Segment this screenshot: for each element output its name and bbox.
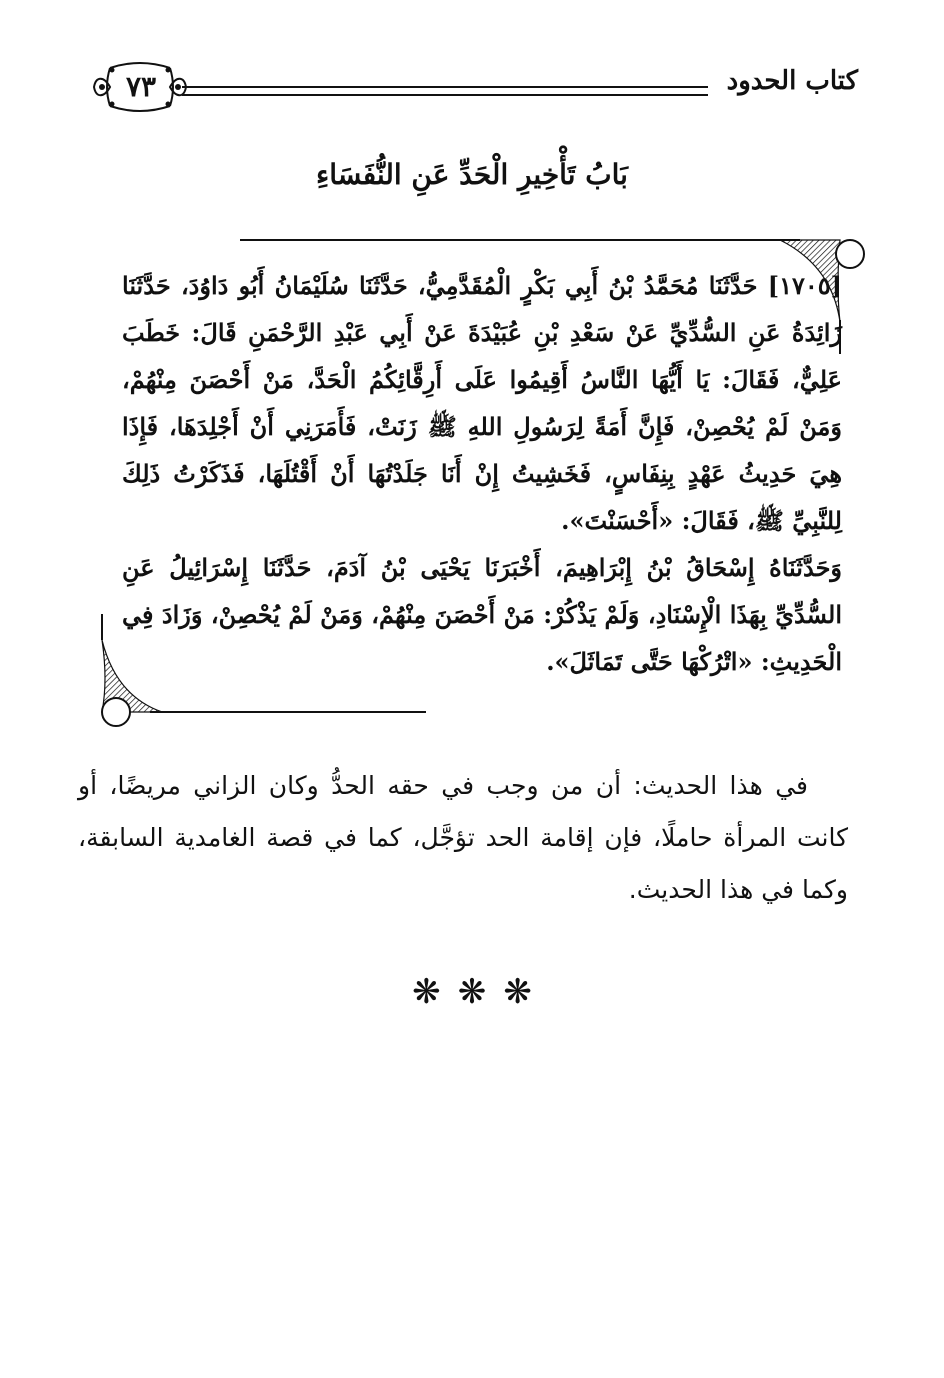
ornament-star-icon: ❋ [503,972,532,1012]
ornament-star-icon: ❋ [412,972,441,1012]
page-number: ٧٣ [125,70,157,103]
page-number-ornament [90,58,190,116]
commentary-paragraph: في هذا الحديث: أن من وجب في حقه الحدُّ وكان الزاني مريضًا، أو كانت المرأة حاملًا، فإن إقامة الحد تؤجَّل، كما في قصة الغامدية السابقة، وكما في هذا الحديث. [78,771,848,904]
section-ornament [0,972,944,1012]
running-title: كتاب الحدود [726,66,858,96]
chapter-heading: بَابُ تَأْخِيرِ الْحَدِّ عَنِ النُّفَسَاءِ [316,158,628,191]
page-header [86,58,858,118]
hadith-text [122,262,842,685]
hadith-paragraph-1: [١٧٠٥] حَدَّثَنَا مُحَمَّدُ بْنُ أَبِي بَكْرٍ الْمُقَدَّمِيُّ، حَدَّثَنَا سُلَيْمَانُ أَبُو دَاوُدَ، حَدَّثَنَا زَائِدَةُ عَنِ السُّدِّيِّ عَنْ سَعْدِ بْنِ عُبَيْدَةَ عَنْ أَبِي عَبْدِ الرَّحْمَنِ قَالَ: خَطَبَ عَلِيٌّ، فَقَالَ: يَا أَيُّهَا النَّاسُ أَقِيمُوا عَلَى أَرِقَّائِكُمُ الْحَدَّ، مَنْ أَحْصَنَ مِنْهُمْ، وَمَنْ لَمْ يُحْصِنْ، فَإِنَّ أَمَةً لِرَسُولِ اللهِ ﷺ زَنَتْ، فَأَمَرَنِي أَنْ أَجْلِدَهَا، فَإِذَا هِيَ حَدِيثُ عَهْدٍ بِنِفَاسٍ، فَخَشِيتُ إِنْ أَنَا جَلَدْتُهَا أَنْ أَقْتُلَهَا، فَذَكَرْتُ ذَلِكَ لِلنَّبِيِّ ﷺ، فَقَالَ: «أَحْسَنْتَ». [122,271,843,535]
ornament-star-icon: ❋ [457,972,487,1012]
hadith-paragraph-2: وَحَدَّثَنَاهُ إِسْحَاقُ بْنُ إِبْرَاهِيمَ، أَخْبَرَنَا يَحْيَى بْنُ آدَمَ، حَدَّثَنَا إِسْرَائِيلُ عَنِ السُّدِّيِّ بِهَذَا الْإِسْنَادِ، وَلَمْ يَذْكُرْ: مَنْ أَحْصَنَ مِنْهُمْ، وَمَنْ لَمْ يُحْصِنْ، وَزَادَ فِي الْحَدِيثِ: «اتْرُكْهَا حَتَّى تَمَاثَلَ». [122,553,842,676]
header-rule [182,86,708,96]
